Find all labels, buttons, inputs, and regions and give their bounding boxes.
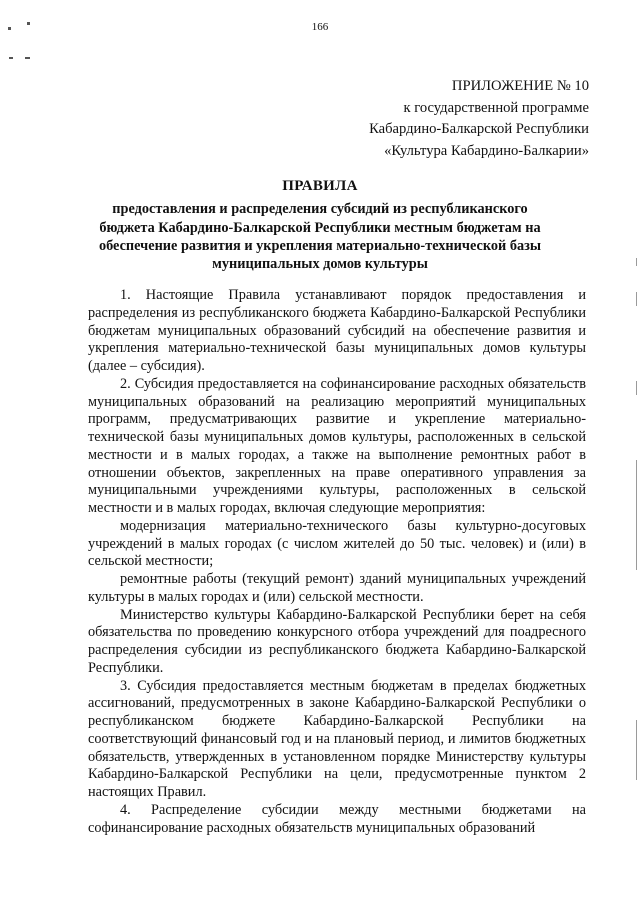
title-line: муниципальных домов культуры [212, 256, 428, 273]
appendix-header [369, 76, 589, 162]
paragraph: 3. Субсидия предоставляется местным бюджетам в пределах бюджетных ассигнований, предусмотренных в законе Кабардино-Балкарской Республики о республиканском бюджете Кабардино-Балкарской Республики на соответствующий финансовый год и на плановый период, и лимитов бюджетных обязательств, утвержденных в установленном порядке Министерству культуры Кабардино-Балкарской Республики на цели, предусмотренные пунктом 2 настоящих Правил. [88, 677, 586, 800]
scan-edge-mark [636, 258, 637, 266]
title-line: предоставления и распределения субсидий из республиканского [112, 201, 528, 218]
appendix-line: «Культура Кабардино-Балкарии» [384, 142, 589, 159]
scan-edge-mark [636, 381, 637, 395]
document-body [88, 287, 586, 837]
appendix-line: к государственной программе [403, 99, 589, 116]
appendix-line: ПРИЛОЖЕНИЕ № 10 [451, 78, 589, 94]
title-main: ПРАВИЛА [282, 178, 358, 194]
scan-artifact-dash [25, 57, 30, 59]
paragraph: 2. Субсидия предоставляется на софинансирование расходных обязательств муниципальных образований на реализацию мероприятий муниципальных программ, предусматривающих развитие и укрепление материально-технической базы муниципальных домов культуры, расположенных в сельской местности и в малых городах, а также на выполнение ремонтных работ в отношении объектов, закрепленных на праве оперативного управления за муниципальными учреждениями культуры, расположенных в сельской местности и в малых городах, включая следующие мероприятия: [88, 375, 586, 516]
paragraph: 1. Настоящие Правила устанавливают порядок предоставления и распределения из республиканского бюджета Кабардино-Балкарской Республики бюджетам муниципальных образований субсидий на обеспечение развития и укрепления материально-технической базы муниципальных домов культуры (далее – субсидия). [88, 287, 586, 374]
scan-edge-mark [636, 460, 637, 570]
paragraph: модернизация материально-технического базы культурно-досуговых учреждений в малых городах (с числом жителей до 50 тыс. человек) и (или) в сельской местности; [88, 517, 586, 570]
paragraph: Министерство культуры Кабардино-Балкарской Республики берет на себя обязательства по проведению конкурсного отбора учреждений для поадресного распределения субсидии из республиканского бюджета Кабардино-Балкарской Республики. [88, 606, 586, 676]
scan-edge-mark [636, 292, 637, 306]
page-number: 166 [311, 21, 329, 33]
scan-artifact-dash [9, 57, 13, 59]
title-line: обеспечение развития и укрепления материально-технической базы [98, 237, 542, 254]
scan-edge-mark [636, 720, 637, 780]
paragraph: 4. Распределение субсидии между местными бюджетами на софинансирование расходных обязательств муниципальных образований [88, 801, 586, 836]
paragraph: ремонтные работы (текущий ремонт) зданий муниципальных учреждений культуры в малых городах и (или) сельской местности. [88, 571, 586, 605]
appendix-line: Кабардино-Балкарской Республики [369, 121, 589, 137]
title-line: бюджета Кабардино-Балкарской Республики местным бюджетам на [99, 219, 541, 236]
document-title [95, 177, 545, 273]
